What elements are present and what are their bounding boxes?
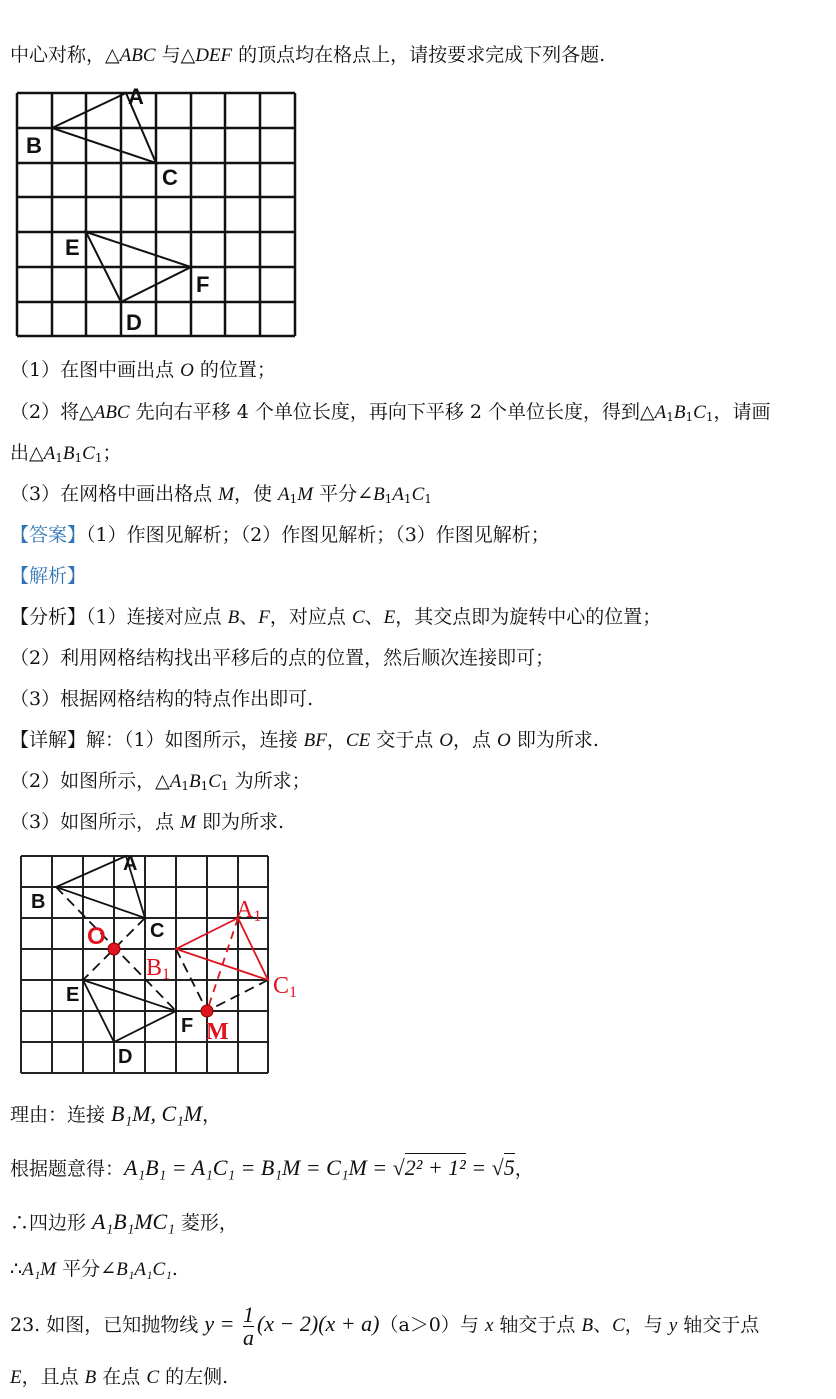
fig2-label-c1: C1: [273, 973, 298, 1001]
answer-tag: 【答案】: [10, 524, 87, 546]
fenxi-line-1: 【分析】（1）连接对应点 B、F，对应点 C、E，其交点即为旋转中心的位置；: [10, 606, 662, 628]
question-23: 23. 如图，已知抛物线 y = $\frac{1}{a}$ (x − 2)(x + a)（a＞0）与 x 轴交于点 B、C，与 y 轴交于点: [10, 1301, 760, 1350]
detail-line-1: 【详解】解：（1）如图所示，连接 BF，CE 交于点 O，点 O 即为所求.: [10, 729, 599, 751]
reason-line-1: 理由：连接 B₁M, C₁M，: [10, 1101, 222, 1126]
fig2-label-o: O: [87, 923, 106, 950]
fig2-label-c: C: [150, 920, 165, 942]
fig2-label-e: E: [66, 984, 80, 1006]
fig2-label-f: F: [181, 1015, 194, 1037]
analysis-tag: 【解析】: [10, 565, 87, 587]
label-e: E: [65, 235, 80, 260]
detail-line-2: （2）如图所示，$\triangle A_1B_1C_1$ 为所求；: [10, 770, 311, 793]
intro-line: 中心对称，△ABC 与△DEF 的顶点均在格点上，请按要求完成下列各题.: [10, 44, 606, 66]
reason-line-2: 根据题意得：A₁B₁ = A₁C₁ = B₁M = C₁M = √2² + 1² = √5，: [10, 1155, 534, 1180]
fenxi-line-3: （3）根据网格结构的特点作出即可.: [10, 688, 314, 710]
label-b: B: [26, 133, 42, 158]
detail-line-3: （3）如图所示，点 M 即为所求.: [10, 811, 285, 833]
answer-line: 【答案】（1）作图见解析；（2）作图见解析；（3）作图见解析；: [10, 524, 550, 546]
point-m: [201, 1005, 213, 1017]
triangle-abc: ABC: [119, 45, 156, 66]
fig2-label-d: D: [118, 1046, 133, 1068]
reason-line-4: ∴A₁M 平分∠B₁A₁C₁.: [10, 1258, 178, 1280]
question-2: （2）将△ABC 先向右平移 4 个单位长度，再向下平移 2 个单位长度，得到$\triangle A_1B_1C_1$，请画: [10, 401, 771, 424]
question-2-line-2: 出$\triangle A_1B_1C_1$；: [10, 442, 122, 465]
fig2-label-m: M: [206, 1019, 229, 1045]
question-1: （1）在图中画出点 O 的位置；: [10, 359, 276, 381]
fig2-label-a1: A1: [236, 897, 262, 925]
reason-line-3: ∴四边形 A₁B₁MC₁ 菱形，: [10, 1209, 238, 1234]
label-f: F: [196, 272, 210, 297]
question-23-line-2: E，且点 B 在点 C 的左侧.: [10, 1366, 229, 1388]
label-c: C: [162, 165, 178, 190]
fig2-label-b: B: [31, 891, 46, 913]
question-3: （3）在网格中画出格点 M，使 $A_1M$ 平分$\angle B_1A_1C_1$: [10, 483, 432, 506]
point-o: [108, 943, 120, 955]
fig2-label-b1: B1: [146, 955, 171, 983]
fenxi-line-2: （2）利用网格结构找出平移后的点的位置，然后顺次连接即可；: [10, 647, 555, 669]
triangle-def: DEF: [195, 45, 233, 66]
label-d: D: [126, 310, 142, 335]
fig2-label-a: A: [123, 853, 138, 875]
fraction-1-over-a: $\frac{1}{a}$: [242, 1301, 254, 1350]
label-a: A: [128, 84, 144, 109]
